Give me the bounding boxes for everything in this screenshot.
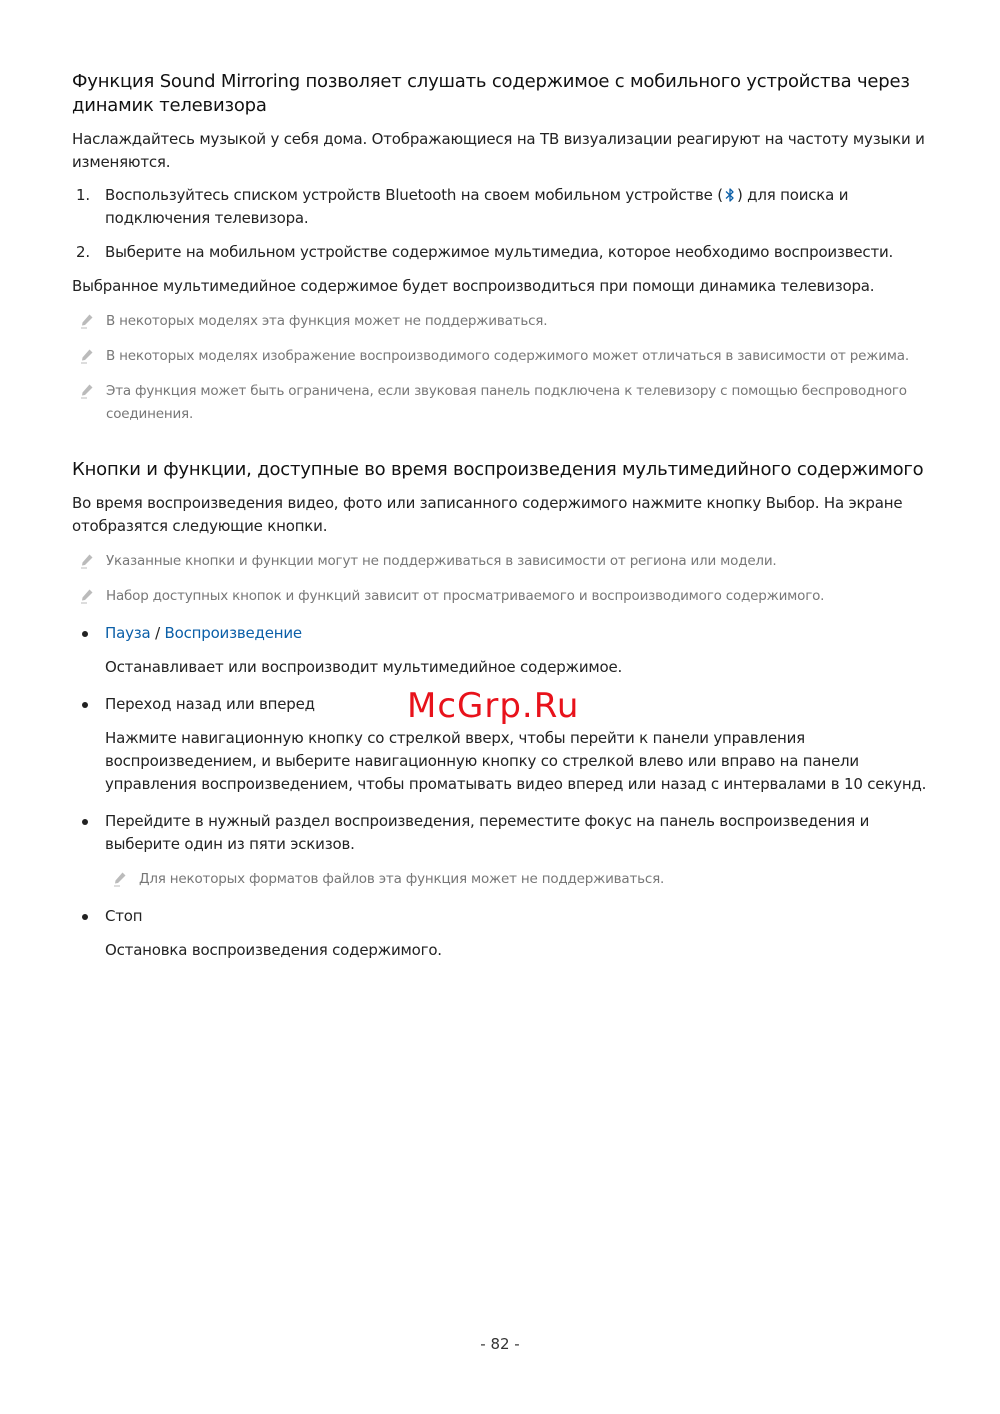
bluetooth-icon — [723, 187, 737, 203]
label-separator: / — [150, 624, 165, 642]
list-item — [72, 810, 928, 891]
note-text: В некоторых моделях эта функция может не поддерживаться. — [106, 313, 548, 329]
item-description: Нажмите навигационную кнопку со стрелкой вверх, чтобы перейти к панели управления воспроизведением, и выберите навигационную кнопку со стрелкой влево или вправо на панели управления воспроизведением, чтобы проматывать видео вперед или назад с интервалами в 10 секунд. — [105, 729, 927, 793]
page-number: - 82 - — [480, 1335, 520, 1353]
play-link[interactable]: Воспроизведение — [164, 624, 302, 642]
step-item — [72, 241, 928, 264]
note — [72, 585, 928, 608]
note — [72, 345, 928, 368]
note — [72, 550, 928, 573]
step-text-before: Воспользуйтесь списком устройств Bluetooth на своем мобильном устройстве ( — [105, 186, 723, 204]
note-text: Указанные кнопки и функции могут не поддерживаться в зависимости от региона или модели. — [106, 553, 777, 569]
bullet — [82, 702, 88, 708]
pencil-note-icon — [80, 588, 94, 604]
bullet — [82, 914, 88, 920]
step-text-after: ) для поиска и подключения телевизора. — [105, 186, 849, 227]
section1-title: Функция Sound Mirroring позволяет слушать содержимое с мобильного устройства через динамик телевизора — [72, 71, 910, 116]
step-item — [72, 184, 928, 230]
note-text: Для некоторых форматов файлов эта функция может не поддерживаться. — [139, 871, 665, 887]
note — [105, 868, 928, 891]
pause-link[interactable]: Пауза — [105, 624, 151, 642]
note-text: Эта функция может быть ограничена, если звуковая панель подключена к телевизору с помощью беспроводного соединения. — [106, 383, 907, 422]
item-label — [105, 622, 928, 645]
section2-intro: Во время воспроизведения видео, фото или записанного содержимого нажмите кнопку Выбор. На экране отобразятся следующие кнопки. — [72, 494, 903, 535]
pencil-note-icon — [80, 383, 94, 399]
note-text: Набор доступных кнопок и функций зависит от просматриваемого и воспроизводимого содержимого. — [106, 588, 825, 604]
item-description: Останавливает или воспроизводит мультимедийное содержимое. — [105, 658, 623, 676]
list-item — [72, 905, 928, 962]
item-description: Остановка воспроизведения содержимого. — [105, 941, 442, 959]
note-text: В некоторых моделях изображение воспроизводимого содержимого может отличаться в зависимости от режима. — [106, 348, 909, 364]
section2-title: Кнопки и функции, доступные во время воспроизведения мультимедийного содержимого — [72, 459, 924, 480]
item-label: Переход назад или вперед — [105, 695, 315, 713]
button-function-list — [72, 622, 928, 962]
step-number: 1. — [76, 186, 90, 204]
document-page — [72, 70, 928, 962]
pencil-note-icon — [80, 553, 94, 569]
note — [72, 310, 928, 333]
pencil-note-icon — [80, 348, 94, 364]
steps-list — [72, 184, 928, 264]
item-label: Перейдите в нужный раздел воспроизведения, переместите фокус на панель воспроизведения и выберите один из пяти эскизов. — [105, 812, 870, 853]
section1-result: Выбранное мультимедийное содержимое будет воспроизводиться при помощи динамика телевизора. — [72, 277, 875, 295]
pencil-note-icon — [80, 313, 94, 329]
item-label: Стоп — [105, 907, 143, 925]
list-item — [72, 622, 928, 679]
section1-intro: Наслаждайтесь музыкой у себя дома. Отображающиеся на ТВ визуализации реагируют на частоту музыки и изменяются. — [72, 130, 925, 171]
watermark: McGrp.Ru — [407, 686, 580, 726]
pencil-note-icon — [113, 871, 127, 887]
bullet — [82, 631, 88, 637]
step-text: Выберите на мобильном устройстве содержимое мультимедиа, которое необходимо воспроизвести. — [105, 243, 894, 261]
note — [72, 380, 928, 426]
bullet — [82, 819, 88, 825]
step-number: 2. — [76, 243, 90, 261]
